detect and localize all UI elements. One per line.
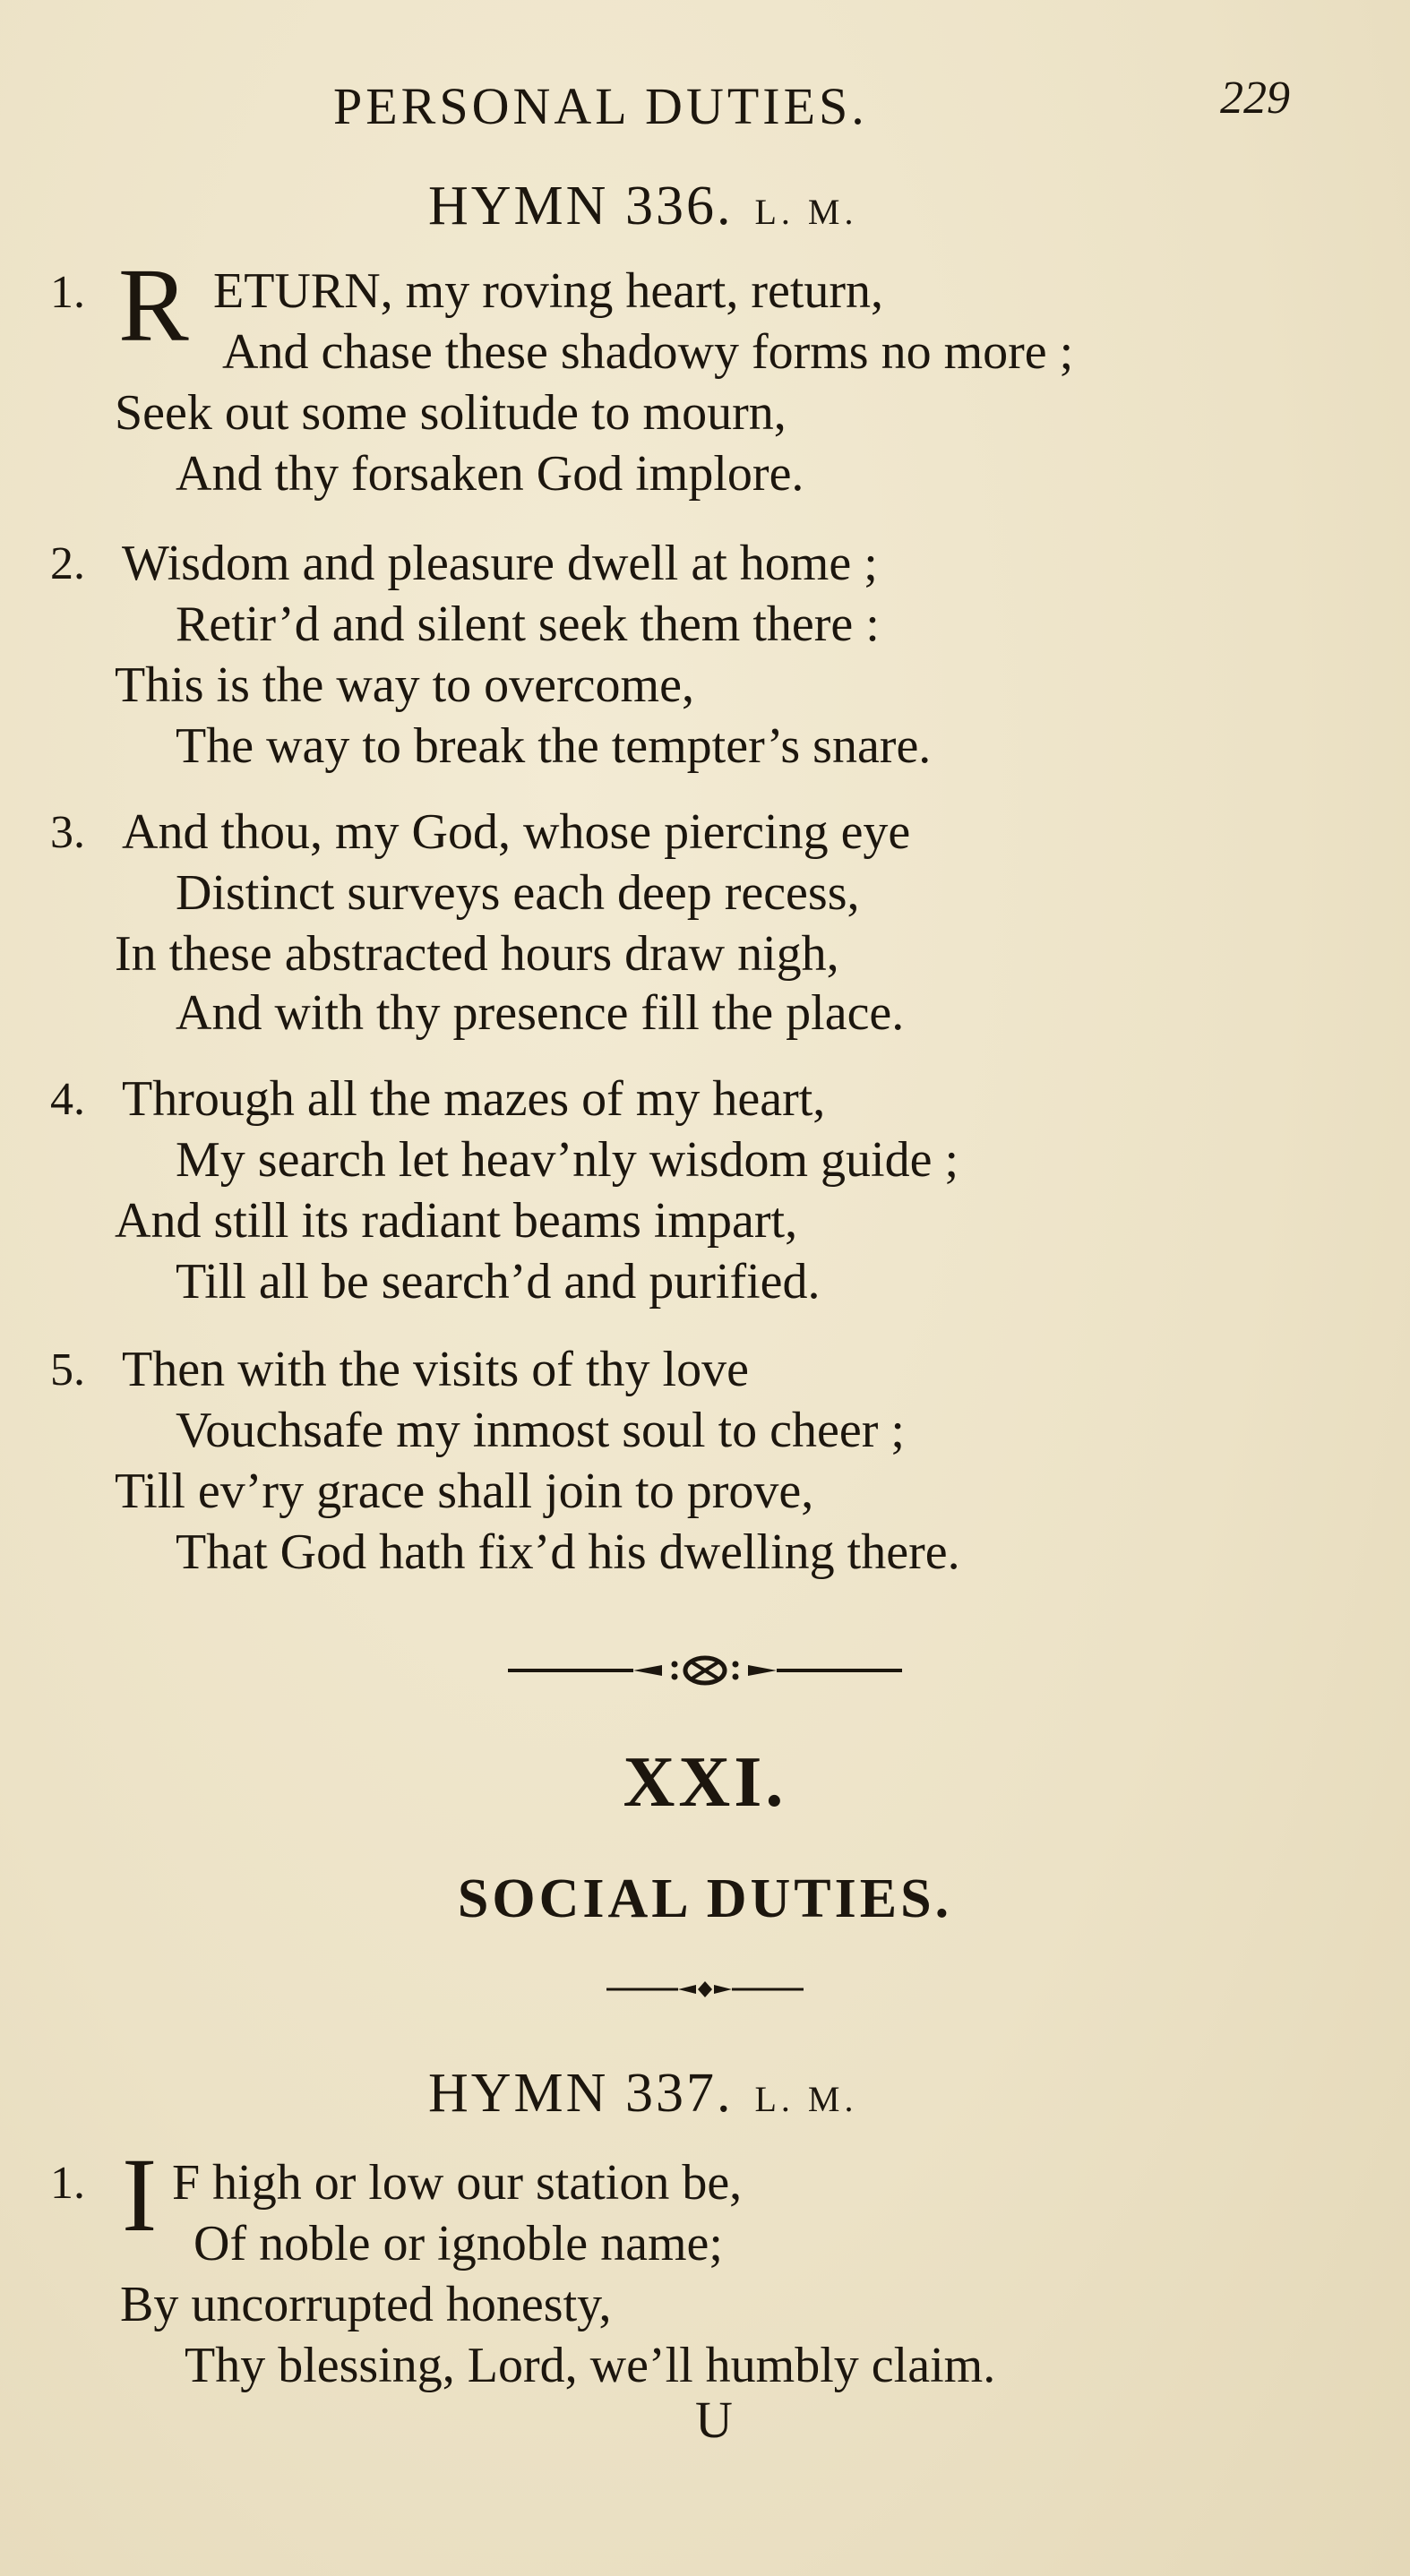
stanza-2-line-1: Wisdom and pleasure dwell at home ;: [122, 536, 878, 591]
stanza-1-line-1: ETURN, my roving heart, return,: [213, 263, 884, 319]
running-head: PERSONAL DUTIES.: [333, 77, 868, 135]
stanza-2-line-3: This is the way to overcome,: [115, 657, 694, 713]
hymn-337-line-4: Thy blessing, Lord, we’ll humbly claim.: [185, 2338, 996, 2393]
stanza-3-number: 3.: [50, 807, 85, 858]
hymn-337-heading: [428, 2062, 857, 2125]
stanza-4-line-1: Through all the mazes of my heart,: [122, 1071, 826, 1127]
stanza-4-line-4: Till all be search’d and purified.: [176, 1254, 821, 1309]
signature-mark: U: [695, 2391, 733, 2449]
section-number: XXI.: [623, 1743, 787, 1822]
drop-cap-r: R: [118, 246, 189, 364]
hymn-337-line-3: By uncorrupted honesty,: [120, 2277, 612, 2332]
hymn-336-title: HYMN 336.: [428, 176, 734, 236]
stanza-5-line-3: Till ev’ry grace shall join to prove,: [115, 1464, 814, 1519]
stanza-5-line-1: Then with the visits of thy love: [122, 1342, 749, 1397]
stanza-2-line-4: The way to break the tempter’s snare.: [176, 718, 932, 774]
hymn-336-meter: L. M.: [754, 192, 858, 232]
small-rule: [0, 1976, 1410, 2003]
stanza-1-line-4: And thy forsaken God implore.: [176, 446, 804, 502]
small-rule-icon: [606, 1976, 804, 2003]
stanza-4-number: 4.: [50, 1074, 85, 1125]
hymn-337-line-2: Of noble or ignoble name;: [193, 2216, 723, 2271]
stanza-2-line-2: Retir’d and silent seek them there :: [176, 597, 880, 652]
ornament-divider: [0, 1648, 1410, 1693]
stanza-5-number: 5.: [50, 1344, 85, 1395]
stanza-5-line-4: That God hath fix’d his dwelling there.: [176, 1524, 960, 1580]
hymn-336-heading: [428, 175, 857, 238]
stanza-2-number: 2.: [50, 538, 85, 589]
hymn-337-title: HYMN 337.: [428, 2063, 734, 2124]
ornament-divider-icon: [508, 1648, 902, 1693]
stanza-3-line-3: In these abstracted hours draw nigh,: [115, 926, 839, 982]
stanza-1-line-3: Seek out some solitude to mourn,: [115, 385, 787, 441]
hymn-337-line-1: F high or low our station be,: [172, 2155, 743, 2211]
page-number: 229: [1220, 73, 1290, 124]
stanza-3-line-4: And with thy presence fill the place.: [176, 985, 905, 1041]
stanza-3-line-1: And thou, my God, whose piercing eye: [122, 804, 911, 860]
hymn-337-meter: L. M.: [754, 2079, 858, 2119]
stanza-1-line-2: And chase these shadowy forms no more ;: [222, 324, 1074, 380]
stanza-4-line-3: And still its radiant beams impart,: [115, 1193, 798, 1249]
section-title: SOCIAL DUTIES.: [457, 1868, 953, 1929]
stanza-5-line-2: Vouchsafe my inmost soul to cheer ;: [176, 1403, 905, 1458]
stanza-4-line-2: My search let heav’nly wisdom guide ;: [176, 1132, 959, 1188]
stanza-3-line-2: Distinct surveys each deep recess,: [176, 865, 860, 921]
hymn-337-stanza-1-number: 1.: [50, 2158, 85, 2209]
drop-cap-i: I: [122, 2136, 158, 2254]
stanza-1-number: 1.: [50, 267, 85, 318]
